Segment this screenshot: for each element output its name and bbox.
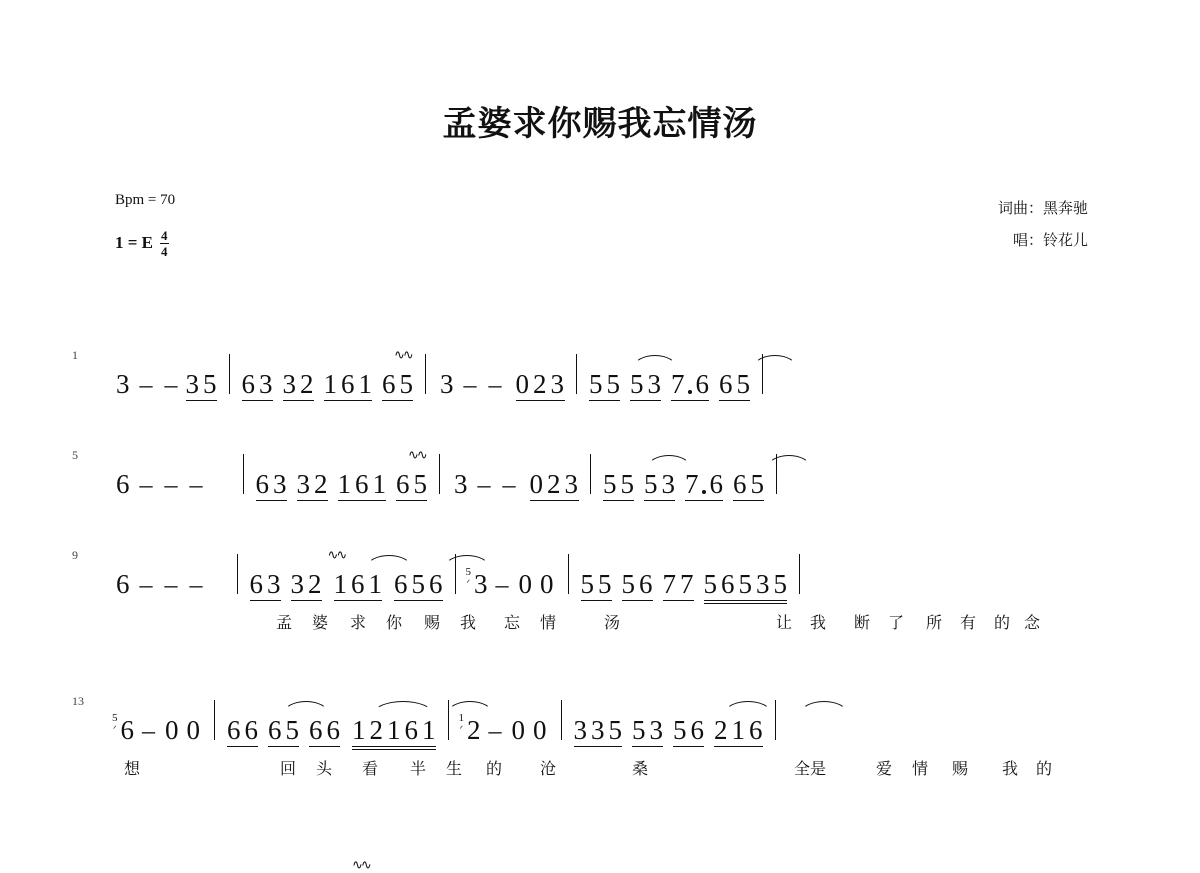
note: 6 [394, 569, 408, 599]
note: 1 [337, 469, 351, 499]
note: – [189, 470, 203, 499]
measure [112, 371, 219, 398]
note: 5 [285, 715, 299, 745]
note: 5 [620, 469, 634, 499]
beam-group [587, 371, 622, 398]
beam-group [628, 371, 663, 398]
note: 2 [308, 569, 322, 599]
barline [237, 554, 238, 594]
note: 3 [273, 469, 287, 499]
note: 6 [404, 715, 418, 745]
lyric-syllable: 全是 [793, 759, 827, 778]
lyric-syllable: 想 [123, 759, 141, 778]
note: 5 [399, 369, 413, 399]
lyric-syllable: 头 [315, 759, 333, 778]
note: 3 [454, 469, 468, 499]
measure [240, 348, 416, 399]
note: 2 [314, 469, 328, 499]
mordent-icon: ∿∿ [394, 348, 412, 363]
note: 3 [647, 369, 661, 399]
beam-group [712, 717, 765, 744]
lyric-syllable: 有 [959, 613, 977, 632]
note: 6 [733, 469, 747, 499]
note: 5 [580, 569, 594, 599]
slur [753, 355, 797, 368]
beam-group [225, 717, 260, 744]
barline [775, 700, 776, 740]
beam-group [669, 371, 711, 398]
lyric-syllable: 我 [459, 613, 477, 632]
note: 6 [639, 569, 653, 599]
note: – [488, 370, 502, 399]
measure [254, 448, 430, 499]
note: 0 [511, 715, 525, 745]
note: 5 [644, 469, 658, 499]
barline [214, 700, 215, 740]
measure [112, 713, 204, 744]
note: – [463, 370, 477, 399]
measure [248, 548, 445, 599]
lyric-syllable: 我 [1001, 759, 1019, 778]
augmentation-dot [688, 390, 692, 394]
beam-group [394, 448, 429, 499]
beam-group [289, 571, 324, 598]
note: 3 [756, 569, 770, 599]
lyric-syllable: 桑 [631, 759, 649, 778]
note: 0 [515, 369, 529, 399]
note: 3 [259, 369, 273, 399]
system-number: 13 [72, 694, 84, 708]
note: 0 [540, 569, 554, 599]
note: 1 [731, 715, 745, 745]
note: 5 [413, 469, 427, 499]
note: 5 [673, 715, 687, 745]
barline [799, 554, 800, 594]
note: 5 [598, 569, 612, 599]
beam-group [392, 571, 445, 598]
note: 1 [372, 469, 386, 499]
measure [601, 471, 766, 498]
note: – [502, 470, 516, 499]
lyric-syllable: 的 [993, 613, 1011, 632]
beam-group [528, 471, 581, 498]
credit-singer: 唱：铃花儿 [1012, 231, 1088, 249]
note: – [164, 570, 178, 599]
note: 3 [573, 715, 587, 745]
note: 0 [165, 715, 179, 745]
note: 5 [589, 369, 603, 399]
lyric-syllable: 看 [361, 759, 379, 778]
note: 6 [355, 469, 369, 499]
note: – [164, 370, 178, 399]
note: 1 [323, 369, 337, 399]
note: 7 [685, 469, 699, 499]
note: 6 [396, 469, 410, 499]
note: 5 [736, 369, 750, 399]
barline [568, 554, 569, 594]
note: 6 [116, 569, 130, 599]
note: 6 [690, 715, 704, 745]
credit-composer: 词曲：黑奔驰 [997, 199, 1088, 217]
lyric-syllable: 你 [385, 613, 403, 632]
lyric-syllable: 回 [279, 759, 297, 778]
music-system-5-partial [0, 822, 1200, 873]
note: 1 [352, 715, 366, 745]
lyrics-line [112, 756, 1182, 780]
time-signature-denominator: 4 [161, 244, 168, 259]
note: 2 [547, 469, 561, 499]
beam-group [322, 371, 375, 398]
note: 6 [249, 569, 263, 599]
barline [439, 454, 440, 494]
note: – [142, 716, 155, 745]
beam-group [620, 571, 655, 598]
lyric-syllable: 赐 [951, 759, 969, 778]
measure [579, 571, 790, 598]
note: 3 [564, 469, 578, 499]
lyric-syllable: 我 [809, 613, 827, 632]
note: 1 [422, 715, 436, 745]
beam-group [184, 371, 219, 398]
key-label: 1 = E [115, 232, 154, 252]
key-signature [115, 228, 169, 257]
beam-group [307, 717, 342, 744]
note: 6 [709, 469, 723, 499]
tempo-marking: Bpm = 70 [115, 192, 176, 208]
lyric-syllable: 断 [853, 613, 871, 632]
lyric-syllable: 赐 [423, 613, 441, 632]
note: 6 [227, 715, 241, 745]
lyric-syllable: 让 [775, 613, 793, 632]
beam-group [380, 348, 415, 399]
lyrics-line [112, 610, 1182, 634]
beam-group [350, 717, 438, 744]
note: 6 [429, 569, 443, 599]
note: 6 [120, 715, 134, 745]
key-change-marker: 1 ᐟ [458, 712, 464, 734]
beam-group [630, 717, 665, 744]
note: 7 [662, 569, 676, 599]
staff-line [112, 348, 773, 398]
note: 1 [358, 369, 372, 399]
beam-group [254, 471, 289, 498]
note: 6 [268, 715, 282, 745]
note: 3 [474, 569, 488, 599]
slur [647, 455, 691, 468]
slur [767, 455, 811, 468]
lyric-syllable: 忘 [503, 613, 521, 632]
note: 2 [533, 369, 547, 399]
system-number: 1 [72, 348, 78, 362]
note: 3 [296, 469, 310, 499]
beam-group [717, 371, 752, 398]
note: 2 [467, 715, 481, 745]
measure [587, 371, 752, 398]
barline [590, 454, 591, 494]
system-number: 5 [72, 448, 78, 462]
note: – [164, 470, 178, 499]
note: – [189, 570, 203, 599]
note: 6 [241, 369, 255, 399]
measure [466, 567, 558, 598]
beam-group [336, 471, 389, 498]
beam-group [671, 717, 706, 744]
key-change-marker: 5 ᐟ [465, 566, 471, 588]
slur [366, 555, 412, 568]
beam-group [332, 571, 385, 598]
note: 6 [749, 715, 763, 745]
note: 3 [290, 569, 304, 599]
note: 3 [282, 369, 296, 399]
system-number: 9 [72, 548, 78, 562]
slur [633, 355, 677, 368]
note: 0 [186, 715, 200, 745]
slur [373, 701, 433, 714]
note: 6 [721, 569, 735, 599]
slur [283, 701, 329, 714]
note: 6 [244, 715, 258, 745]
note: – [477, 470, 491, 499]
beam-group [248, 571, 283, 598]
note: 5 [773, 569, 787, 599]
note: – [139, 370, 153, 399]
note: 6 [116, 469, 130, 499]
note: 1 [333, 569, 347, 599]
lyric-syllable: 汤 [603, 613, 621, 632]
beam-group [601, 471, 636, 498]
lyric-syllable: 孟 [275, 613, 293, 632]
beam-group [572, 717, 625, 744]
lyric-syllable: 半 [409, 759, 427, 778]
lyric-syllable: 了 [887, 613, 905, 632]
staff-line [112, 448, 787, 498]
note: 7 [680, 569, 694, 599]
note: 5 [750, 469, 764, 499]
note: 2 [714, 715, 728, 745]
measure [112, 571, 209, 598]
lyric-syllable: 情 [539, 613, 557, 632]
note: 3 [440, 369, 454, 399]
note: 0 [518, 569, 532, 599]
note: 5 [632, 715, 646, 745]
note: 2 [369, 715, 383, 745]
note: 6 [382, 369, 396, 399]
lyric-syllable: 求 [349, 613, 367, 632]
note: 5 [608, 715, 622, 745]
note: 5 [411, 569, 425, 599]
key-change-marker: 5 ᐟ [112, 712, 118, 734]
lyric-syllable: 所 [925, 613, 943, 632]
note: 7 [671, 369, 685, 399]
beam-group [642, 471, 677, 498]
beam-group [702, 571, 790, 598]
barline [448, 700, 449, 740]
barline [229, 354, 230, 394]
barline [243, 454, 244, 494]
note: 6 [341, 369, 355, 399]
note: 3 [649, 715, 663, 745]
lyric-syllable: 的 [485, 759, 503, 778]
lyric-syllable: 爱 [875, 759, 893, 778]
note: 6 [695, 369, 709, 399]
lyric-syllable: 沧 [539, 759, 557, 778]
measure [450, 471, 580, 498]
barline [425, 354, 426, 394]
note: – [495, 570, 509, 599]
note: 6 [719, 369, 733, 399]
mordent-icon: ∿∿ [327, 548, 346, 563]
note: 3 [116, 369, 130, 399]
beam-group [661, 571, 696, 598]
lyric-syllable: 生 [445, 759, 463, 778]
mordent-icon: ∿∿ [352, 858, 370, 873]
beam-group [266, 717, 301, 744]
note: 3 [267, 569, 281, 599]
beam-group [240, 371, 275, 398]
note: 3 [185, 369, 199, 399]
beam-group [579, 571, 614, 598]
note: 1 [368, 569, 382, 599]
staff-line [112, 548, 810, 598]
note: – [488, 716, 502, 745]
staff-line [112, 822, 370, 873]
note: 1 [387, 715, 401, 745]
slur [724, 701, 772, 714]
note: 3 [550, 369, 564, 399]
measure [225, 717, 438, 744]
note: 6 [326, 715, 340, 745]
note: 5 [738, 569, 752, 599]
barline [455, 554, 456, 594]
note: 5 [203, 369, 217, 399]
beam-group [683, 471, 725, 498]
slur [800, 701, 848, 714]
note: 6 [255, 469, 269, 499]
barline [762, 354, 763, 394]
note: 5 [621, 569, 635, 599]
beam-group [514, 371, 567, 398]
note: 6 [351, 569, 365, 599]
mordent-icon: ∿∿ [408, 448, 426, 463]
lyric-syllable: 的 [1035, 759, 1053, 778]
measure [112, 471, 209, 498]
note: 6 [309, 715, 323, 745]
note: 0 [529, 469, 543, 499]
note: 5 [630, 369, 644, 399]
staff-line [112, 694, 786, 744]
time-signature-numerator: 4 [161, 228, 168, 243]
note: 0 [533, 715, 547, 745]
lyric-syllable: 婆 [311, 613, 329, 632]
note: 3 [591, 715, 605, 745]
barline [776, 454, 777, 494]
note: 5 [603, 469, 617, 499]
lyric-syllable: 情 [911, 759, 929, 778]
time-signature [160, 229, 169, 258]
barline [561, 700, 562, 740]
barline [576, 354, 577, 394]
measure [436, 371, 566, 398]
note: 5 [606, 369, 620, 399]
note: – [139, 470, 153, 499]
note: – [139, 570, 153, 599]
page-title: 孟婆求你赐我忘情汤 [442, 104, 758, 144]
credits [998, 192, 1088, 256]
note: 5 [703, 569, 717, 599]
beam-group [731, 471, 766, 498]
augmentation-dot [702, 490, 706, 494]
measure [572, 717, 765, 744]
measure [459, 713, 551, 744]
note: 2 [300, 369, 314, 399]
beam-group [281, 371, 316, 398]
beam-group [295, 471, 330, 498]
note: 3 [661, 469, 675, 499]
lyric-syllable: 念 [1023, 613, 1041, 632]
